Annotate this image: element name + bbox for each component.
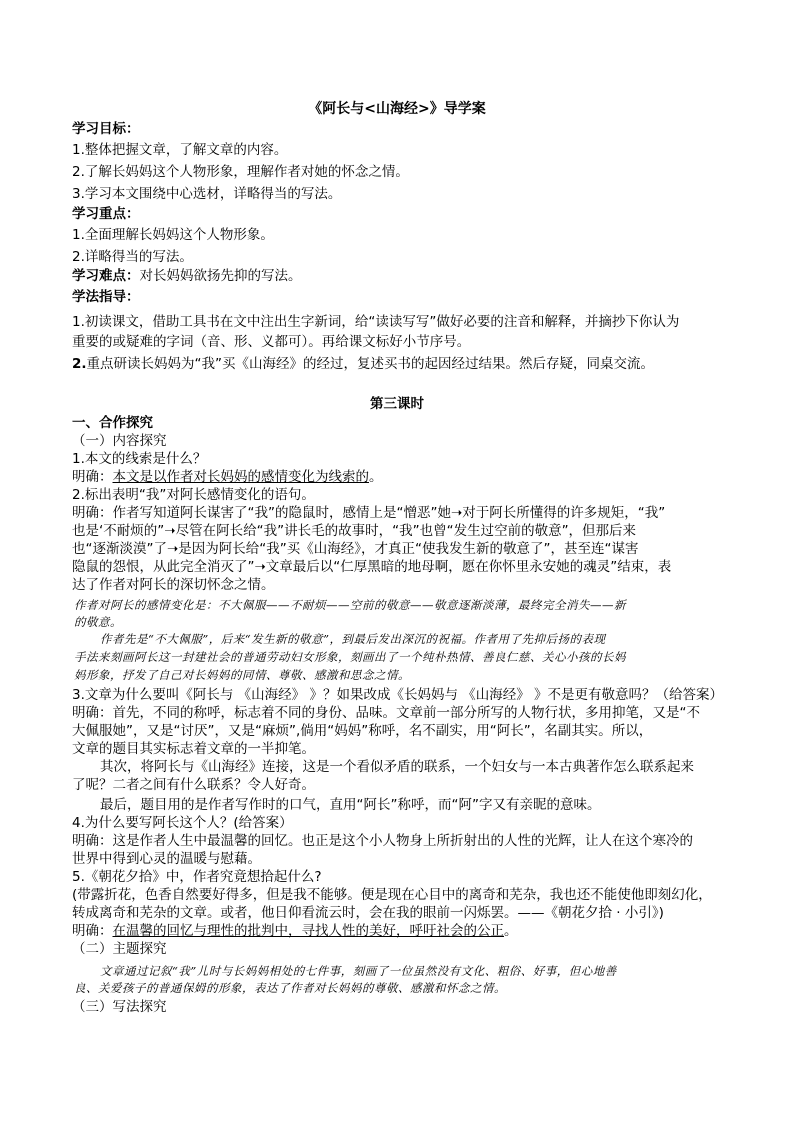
subsection-heading: （三）写法探究 [72, 999, 167, 1015]
answer-2-line: 也“逐渐淡漠”了➝是因为阿长给“我”买《山海经》，才真正“使我发生新的敬意了”，甚至连“谋害 [72, 541, 639, 557]
answer-end: 。 [369, 469, 383, 485]
answer-4-line: 世界中得到心灵的温暖与慰藉。 [72, 851, 261, 867]
subsection-heading: （二）主题探究 [72, 941, 167, 957]
handwritten-note: 妈形象，抒发了自己对长妈妈的同情、尊敬、感激和思念之情。 [74, 668, 410, 682]
quote-line: 转成离奇和芜杂的文章。或者，他日仰看流云时，会在我的眼前一闪烁罢。——《朝花夕拾 · 小引》) [72, 905, 664, 921]
answer-underlined: 在温馨的回忆与理性的批判中，寻找人性的美好，呼吁社会的公正 [112, 923, 504, 939]
method-item-number: 2. [72, 356, 87, 372]
objective-item: 2.了解长妈妈这个人物形象，理解作者对她的怀念之情。 [72, 164, 409, 180]
answer-1 [72, 468, 383, 486]
answer-prefix: 明确： [72, 469, 113, 485]
answer-3-line: 最后，题目用的是作者写作时的口气，直用“阿长”称呼，而“阿”字又有亲昵的意味。 [100, 797, 601, 813]
answer-3-line: 其次，将阿长与《山海经》连接，这是一个看似矛盾的联系，一个妇女与一本古典著作怎么联系起来 [100, 759, 694, 775]
method-text: 重要的或疑难的字词（音、形、义都可）。再给课文标好小节序号。 [72, 334, 471, 350]
difficulty-text: 对长妈妈欲扬先抑的写法。 [139, 268, 302, 284]
method-heading: 学法指导： [72, 289, 140, 305]
page-title: 《阿长与<山海经>》导学案 [308, 101, 486, 117]
theme-note: 文章通过记叙“我”儿时与长妈妈相处的七件事，刻画了一位虽然没有文化、粗俗、好事，但心地善 [100, 964, 617, 978]
handwritten-note: 的敬意。 [74, 615, 122, 629]
answer-underlined: 本文是以作者对长妈妈的感情变化为线索的 [112, 469, 369, 485]
method-item-2 [72, 355, 654, 373]
answer-4-line: 明确：这是作者人生中最温馨的回忆。也正是这个小人物身上所折射出的人性的光辉，让人在这个寒冷的 [72, 833, 693, 849]
question-3: 3.文章为什么要叫《阿长与 《山海经》 》？如果改成《长妈妈与 《山海经》 》不是更有敬意吗？（给答案） [72, 687, 724, 703]
difficulty-heading: 学习难点： [72, 268, 140, 284]
question-1: 1.本文的线索是什么？ [72, 451, 207, 467]
handwritten-note: 作者先是“不大佩服”，后来“发生新的敬意”，到最后发出深沉的祝福。作者用了先抑后扬的表现 [100, 632, 606, 646]
key-point-item: 2.详略得当的写法。 [72, 249, 193, 265]
method-text: 1.初读课文，借助工具书在文中注出生字新词，给“读读写写”做好必要的注音和解释，并摘抄下你认为 [72, 314, 680, 330]
key-point-item: 1.全面理解长妈妈这个人物形象。 [72, 227, 274, 243]
answer-3-line: 大佩服她”，又是“讨厌”，又是“麻烦”,倘用“妈妈”称呼，名不副实，用“阿长”，名副其实。所以， [72, 723, 653, 739]
method-item-text: 重点研读长妈妈为“我”买《山海经》的经过，复述买书的起因经过结果。然后存疑，同桌交流。 [86, 356, 655, 372]
question-5: 5.《朝花夕拾》中，作者究竟想拾起什么? [72, 869, 322, 885]
handwritten-note: 作者对阿长的感情变化是：不大佩服——不耐烦——空前的敬意——敬意逐渐淡薄，最终完全消失——新 [74, 598, 626, 612]
difficulty-line [72, 267, 302, 285]
answer-3-line: 文章的题目其实标志着文章的一半抑笔。 [72, 741, 315, 757]
objective-item: 3.学习本文围绕中心选材，详略得当的写法。 [72, 186, 342, 202]
question-4: 4.为什么要写阿长这个人？(给答案） [72, 815, 293, 831]
answer-5 [72, 922, 518, 940]
answer-prefix: 明确： [72, 923, 113, 939]
subsection-heading: （一）内容探究 [72, 433, 167, 449]
answer-2-line: 也是‘不耐烦的”➝尽管在阿长给“我”讲长毛的故事时，“我”也曾“发生过空前的敬意”，但那后来 [72, 523, 637, 539]
answer-end: 。 [504, 923, 518, 939]
objective-item: 1.整体把握文章，了解文章的内容。 [72, 142, 288, 158]
theme-note: 良、关爱孩子的普通保姆的形象，表达了作者对长妈妈的尊敬、感激和怀念之情。 [74, 981, 506, 995]
question-2: 2.标出表明“我”对阿长感情变化的语句。 [72, 487, 315, 503]
answer-2-line: 达了作者对阿长的深切怀念之情。 [72, 577, 275, 593]
lesson-title: 第三课时 [370, 396, 424, 412]
quote-line: (带露折花，色香自然要好得多，但是我不能够。便是现在心目中的离奇和芜杂，我也还不能使他即刻幻化， [72, 887, 712, 903]
answer-3-line: 了呢？二者之间有什么联系？令人好奇。 [72, 777, 315, 793]
key-points-heading: 学习重点： [72, 206, 140, 222]
answer-2-line: 明确：作者写知道阿长谋害了“我”的隐鼠时，感情上是“憎恶”她➝对于阿长所懂得的许多规矩，“我” [72, 505, 666, 521]
handwritten-note: 手法来刻画阿长这一封建社会的普通劳动妇女形象，刻画出了一个纯朴热情、善良仁慈、关心小孩的长妈 [74, 650, 626, 664]
section-heading: 一、合作探究 [72, 415, 153, 431]
answer-3-line: 明确：首先，不同的称呼，标志着不同的身份、品味。文章前一部分所写的人物行状，多用抑笔，又是“不 [72, 705, 700, 721]
answer-2-line: 隐鼠的怨恨，从此完全消灭了”➝文章最后以“仁厚黑暗的地母啊，愿在你怀里永安她的魂灵”结束，表 [72, 559, 672, 575]
objectives-heading: 学习目标： [72, 121, 140, 137]
